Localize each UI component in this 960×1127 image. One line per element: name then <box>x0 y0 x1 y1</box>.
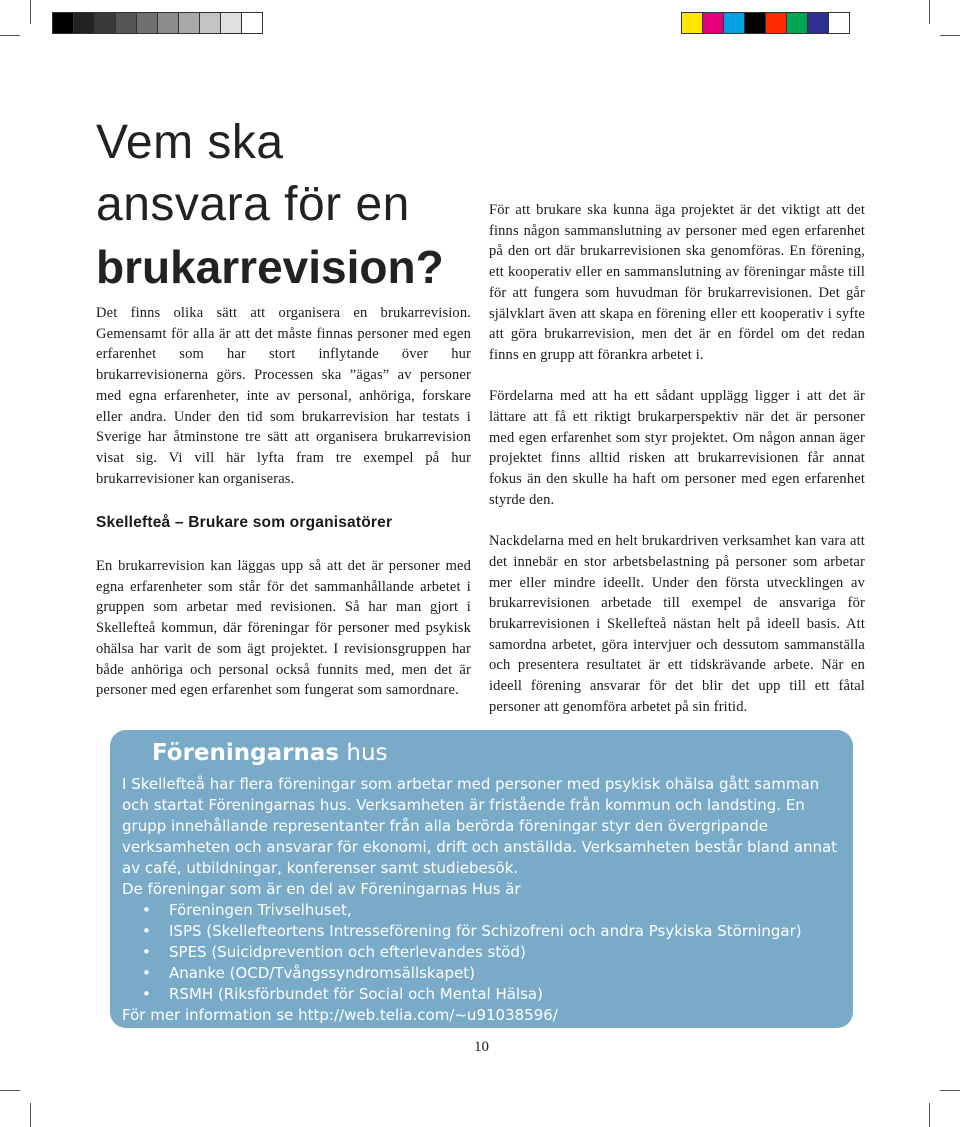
title-line-2: ansvara för en <box>96 178 410 231</box>
color-swatch <box>682 13 703 33</box>
right-paragraph-2: Fördelarna med att ha ett sådant upplägg ligger i att det är lättare att få ett riktigt brukarperspektiv när det är personer med egen erfarenhet som styr projektet. Om någon annan äger projektet finns alltid risken att brukarrevisionen får annat fokus än den skulle ha haft om personer med egen erfarenhet styrde den. <box>489 388 865 508</box>
crop-mark <box>0 35 20 36</box>
list-item: • RSMH (Riksförbundet för Social och Mental Hälsa) <box>122 984 839 1005</box>
list-item: • SPES (Suicidprevention och efterlevandes stöd) <box>122 942 839 963</box>
color-swatch <box>221 13 242 33</box>
association-list <box>122 900 839 1005</box>
right-paragraph-3: Nackdelarna med en helt brukardriven verksamhet kan vara att det innebär en stor arbetsbelastning på personer som arbetar mer eller mindre ideellt. Under den första utvecklingen av brukarrevisionen arbetade till exempel de ansvariga för brukarrevisionen i Skellefteå nästan helt på ideell basis. Att samordna arbetet, göra intervjuer och dessutom sammanställa och presentera resultatet är ett tidskrävande arbete. När en ideell förening ansvarar för det blir det upp till ett fåtal personer att genomföra arbetet på sin fritid. <box>489 533 865 715</box>
left-paragraph-1: Det finns olika sätt att organisera en brukarrevision. Gemensamt för alla är att det måste finnas personer med egen erfarenhet som har stort inflytande över hur brukarrevisionerna görs. Processen ska ”ägas” av personer med egna erfarenheter, inte av personal, anhöriga, forskare eller andra. Under den tid som brukarrevision har testats i Sverige har åtminstone tre sätt att organisera brukarrevision visat sig. Vi vill här lyfta fram tre exempel på hur brukarrevisioner kan organiseras. <box>96 305 471 487</box>
crop-mark <box>940 1090 960 1091</box>
color-swatch <box>74 13 95 33</box>
color-swatch <box>787 13 808 33</box>
info-box-title <box>152 738 839 768</box>
grayscale-calibration-bar <box>52 12 263 34</box>
section-subheading: Skellefteå – Brukare som organisatörer <box>96 514 393 532</box>
page-number: 10 <box>474 1039 489 1055</box>
left-paragraph-2: En brukarrevision kan läggas upp så att det är personer med egna erfarenheter som står för det sammanhållande arbetet i gruppen som arbetar med revisionen. Så har man gjort i Skellefteå kommun, där föreningar för personer med psykisk ohälsa har varit de som ägt projektet. I revisionsgruppen har både anhöriga och personal också funnits med, men det är personer med egen erfarenhet som fungerat som samordnare. <box>96 558 471 699</box>
info-box <box>110 730 853 1028</box>
color-calibration-bar <box>681 12 850 34</box>
crop-mark <box>940 35 960 36</box>
info-box-title-bold: Föreningarnas <box>152 740 340 766</box>
info-box-intro: I Skellefteå har flera föreningar som arbetar med personer med psykisk ohälsa gått samman och startat Föreningarnas hus. Verksamheten är fristående från kommun och landsting. En grupp innehållande representanter från alla berörda föreningar styr den övergripande verksamheten och ansvarar för ekonomi, drift och anställda. Verksamheten består bland annat av café, utbildningar, konferenser samt studiebesök. <box>122 775 838 877</box>
color-swatch <box>745 13 766 33</box>
color-swatch <box>703 13 724 33</box>
color-swatch <box>724 13 745 33</box>
crop-mark <box>929 0 930 24</box>
list-item: • ISPS (Skellefteortens Intresseförening för Schizofreni och andra Psykiska Störningar) <box>122 921 839 942</box>
title-line-3: brukarrevision? <box>96 241 444 293</box>
color-swatch <box>53 13 74 33</box>
list-item: • Föreningen Trivselhuset, <box>122 900 839 921</box>
color-swatch <box>95 13 116 33</box>
color-swatch <box>179 13 200 33</box>
info-box-list-intro: De föreningar som är en del av Föreningarnas Hus är <box>122 880 521 898</box>
title-line-1: Vem ska <box>96 116 284 169</box>
color-swatch <box>158 13 179 33</box>
color-swatch <box>829 13 849 33</box>
color-swatch <box>200 13 221 33</box>
crop-mark <box>929 1103 930 1127</box>
crop-mark <box>30 0 31 24</box>
color-swatch <box>242 13 262 33</box>
left-column <box>96 303 471 701</box>
right-paragraph-1: För att brukare ska kunna äga projektet är det viktigt att det finns någon sammanslutning av personer med egen erfarenhet på den ort där brukarrevisionen ska genomföras. En förening, ett kooperativ eller en sammanslutning av föreningar måste till för att fungera som huvudman för brukarrevisionen. Det går självklart även att skapa en förening eller ett kooperativ i syfte att göra brukarrevision, men det är en fördel om det redan finns en grupp att förankra arbetet i. <box>489 202 865 363</box>
right-column <box>489 200 865 718</box>
color-swatch <box>808 13 829 33</box>
info-box-body <box>122 774 839 1026</box>
color-swatch <box>137 13 158 33</box>
crop-mark <box>0 1090 20 1091</box>
color-swatch <box>766 13 787 33</box>
info-box-footer: För mer information se http://web.telia.com/~u91038596/ <box>122 1006 558 1024</box>
color-swatch <box>116 13 137 33</box>
crop-mark <box>30 1103 31 1127</box>
info-box-title-rest: hus <box>339 740 388 766</box>
page-title <box>96 112 516 299</box>
list-item: • Ananke (OCD/Tvångssyndromsällskapet) <box>122 963 839 984</box>
